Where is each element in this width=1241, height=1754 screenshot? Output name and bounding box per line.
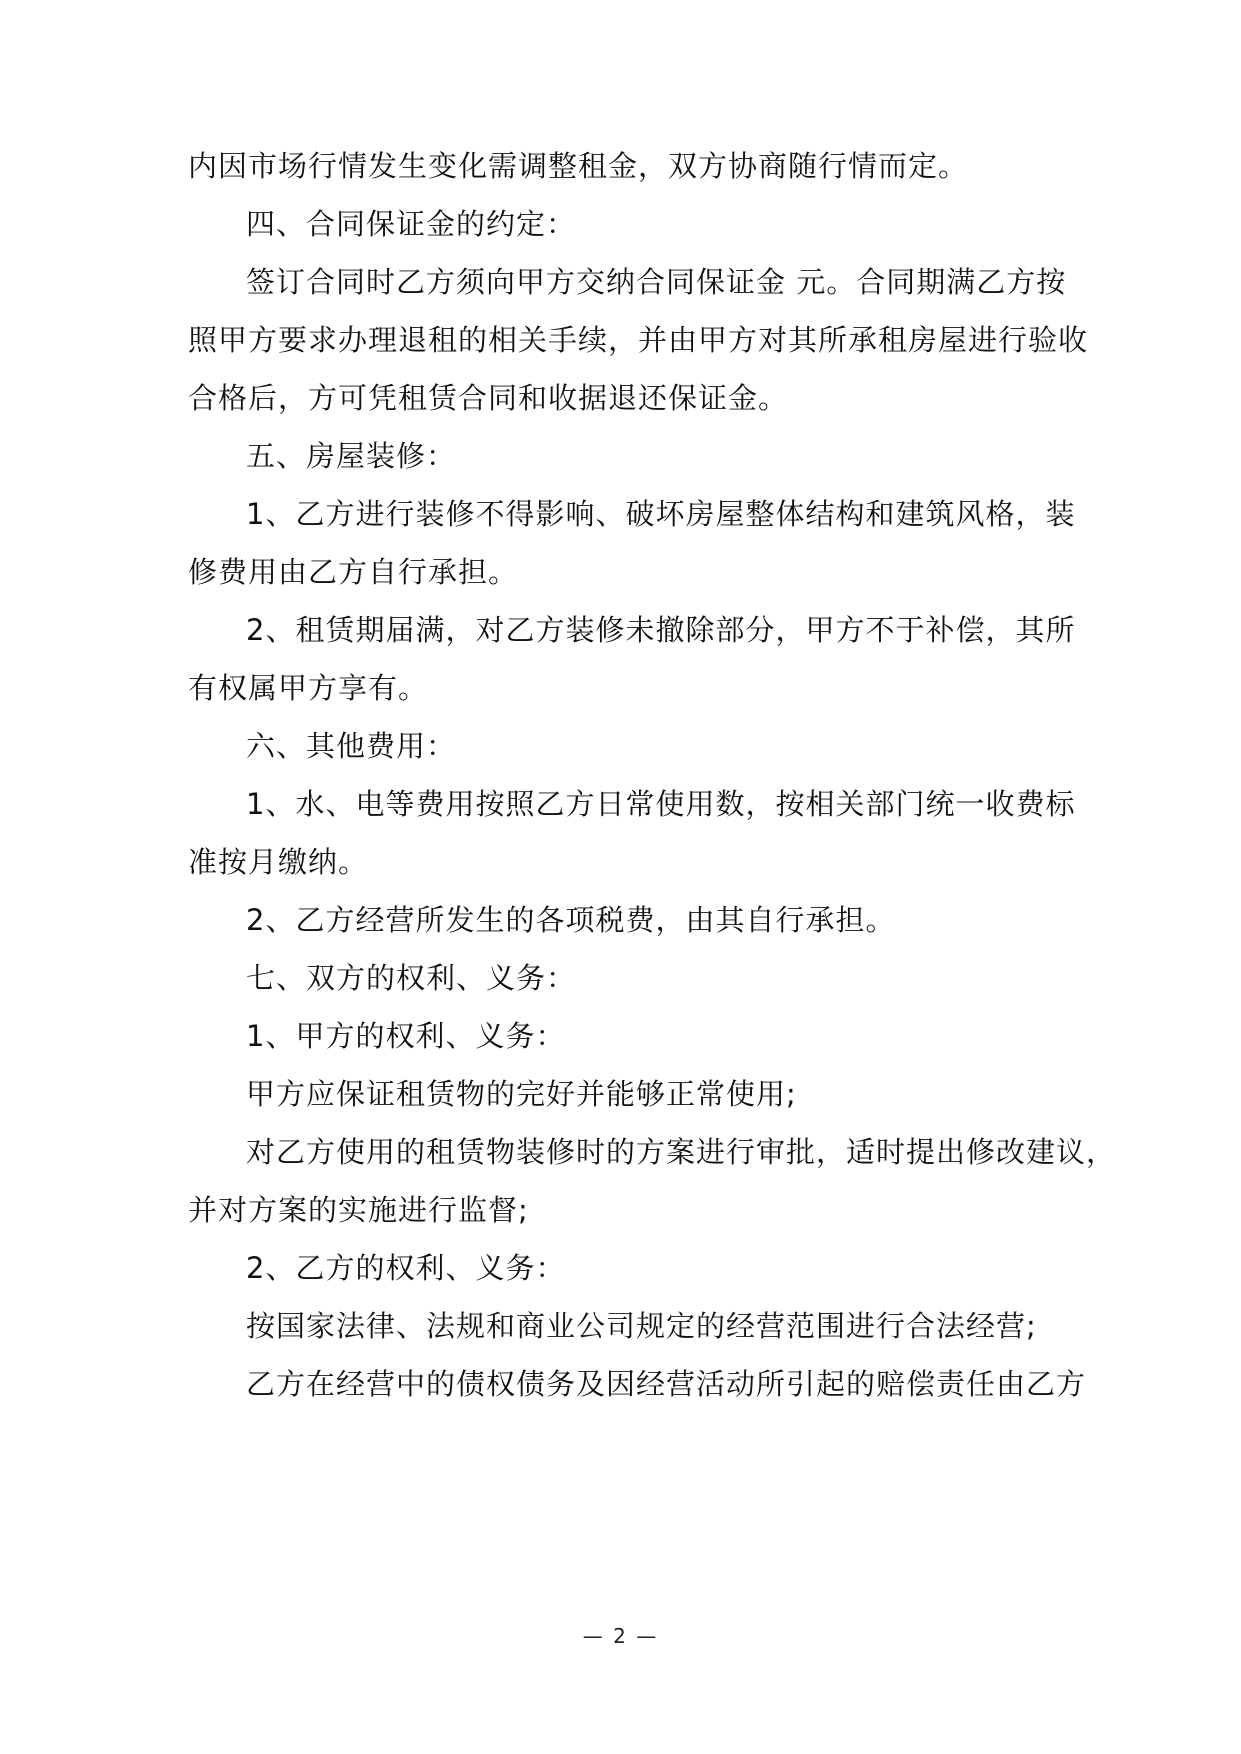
text-line: 有权属甲方享有。 xyxy=(188,671,429,705)
subsection-heading: 2、乙方的权利、义务： xyxy=(246,1251,566,1285)
section-heading: 七、双方的权利、义务： xyxy=(246,961,577,995)
section-heading: 五、房屋装修： xyxy=(246,439,457,473)
text-line: 并对方案的实施进行监督; xyxy=(188,1193,529,1227)
subsection-heading: 1、甲方的权利、义务： xyxy=(246,1019,566,1053)
text-line: 甲方应保证租赁物的完好并能够正常使用; xyxy=(246,1077,797,1111)
text-line: 照甲方要求办理退租的相关手续，并由甲方对其所承租房屋进行验收 xyxy=(188,323,1089,357)
text-line: 准按月缴纳。 xyxy=(188,845,369,879)
section-heading: 四、合同保证金的约定： xyxy=(246,207,577,241)
text-line: 2、乙方经营所发生的各项税费，由其自行承担。 xyxy=(246,903,896,937)
text-line: 乙方在经营中的债权债务及因经营活动所引起的赔偿责任由乙方 xyxy=(246,1367,1087,1401)
text-line: 按国家法律、法规和商业公司规定的经营范围进行合法经营; xyxy=(246,1309,1037,1343)
text-line: 签订合同时乙方须向甲方交纳合同保证金 元。合同期满乙方按 xyxy=(246,265,1067,299)
page-number: — 2 — xyxy=(582,1624,659,1648)
text-line: 1、水、电等费用按照乙方日常使用数，按相关部门统一收费标 xyxy=(246,787,1076,821)
text-line: 对乙方使用的租赁物装修时的方案进行审批，适时提出修改建议， xyxy=(246,1135,1117,1169)
text-line: 修费用由乙方自行承担。 xyxy=(188,555,519,589)
text-line: 内因市场行情发生变化需调整租金，双方协商随行情而定。 xyxy=(188,149,969,183)
text-line: 合格后，方可凭租赁合同和收据退还保证金。 xyxy=(188,381,789,415)
section-heading: 六、其他费用： xyxy=(246,729,457,763)
text-line: 1、乙方进行装修不得影响、破坏房屋整体结构和建筑风格，装 xyxy=(246,497,1076,531)
text-line: 2、租赁期届满，对乙方装修未撤除部分，甲方不于补偿，其所 xyxy=(246,613,1076,647)
